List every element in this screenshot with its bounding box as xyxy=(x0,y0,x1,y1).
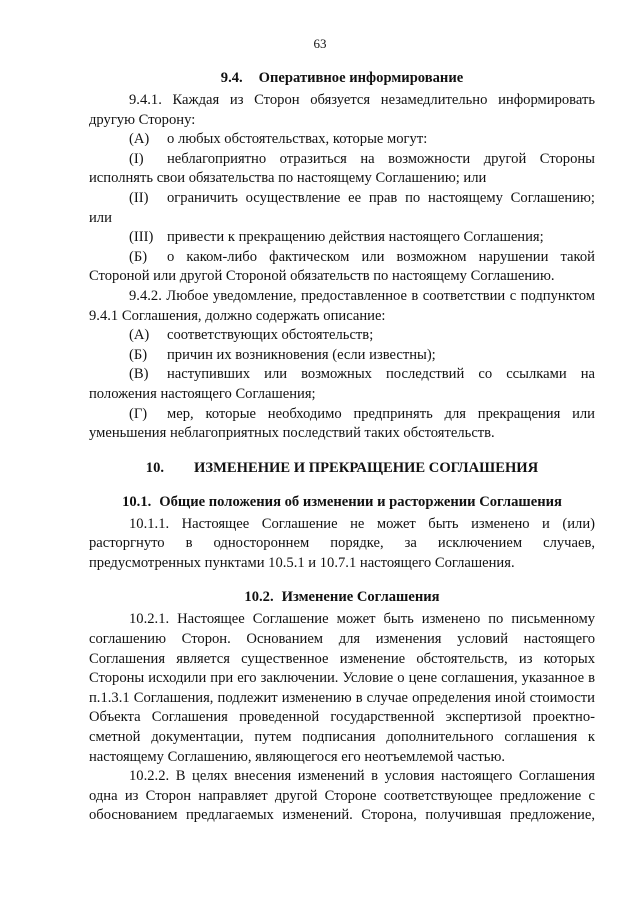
list-item-a: (А) о любых обстоятельствах, которые могут: xyxy=(129,131,428,148)
paragraph-9-4-1: 9.4.1. Каждая из Сторон обязуется незамедлительно информировать другую Сторону: xyxy=(89,92,595,128)
document-body xyxy=(89,68,595,826)
paragraph-10-2-1: 10.2.1. Настоящее Соглашение может быть изменено по письменному соглашению Сторон. Основанием для изменения условий настоящего Соглашения является существенное изменение обстоятельств, из которых Стороны исходили при его заключении. Условие о цене соглашения, указанное в п.1.3.1 Соглашения, подлежит изменению в случае определения иной стоимости Объекта Соглашения проведенной государственной экспертизой проектно-сметной документации, путем подписания дополнительного соглашения к настоящему Соглашению, являющегося его неотъемлемой частью. xyxy=(89,611,595,765)
list-item-ii-cont: или xyxy=(89,209,112,226)
list-item-i: (I) неблагоприятно отразиться на возможности другой Стороны xyxy=(129,150,595,167)
section-heading-10-1: 10.1. Общие положения об изменении и расторжении Соглашения xyxy=(122,493,562,510)
page-number: 63 xyxy=(313,36,327,51)
list-item-b2: (Б) причин их возникновения (если известны); xyxy=(129,346,436,363)
list-item-iii: (III) привести к прекращению действия настоящего Соглашения; xyxy=(129,229,544,246)
section-heading-9-4: 9.4. Оперативное информирование xyxy=(220,70,464,86)
list-item-b: (Б) о каком-либо фактическом или возможном нарушении такой xyxy=(129,248,595,265)
list-item-v2: (В) наступивших или возможных последствий со ссылками на xyxy=(129,366,595,383)
list-item-i-cont: исполнять свои обязательства по настоящему Соглашению; или xyxy=(89,170,487,187)
list-item-v2-cont: положения настоящего Соглашения; xyxy=(89,385,316,402)
list-item-g2-cont: уменьшения неблагоприятных последствий таких обстоятельств. xyxy=(89,425,495,442)
list-item-ii: (II) ограничить осуществление ее прав по настоящему Соглашению; xyxy=(129,189,595,206)
paragraph-9-4-2: 9.4.2. Любое уведомление, предоставленное в соответствии с подпунктом 9.4.1 Соглашения, должно содержать описание: xyxy=(89,287,595,324)
list-item-a2: (А) соответствующих обстоятельств; xyxy=(129,327,374,344)
section-heading-10-2: 10.2. Изменение Соглашения xyxy=(244,589,440,606)
paragraph-10-2-2: 10.2.2. В целях внесения изменений в условия настоящего Соглашения одна из Сторон направляет другой Стороне соответствующее предложение с обоснованием предлагаемых изменений. Сторона, получившая предложение, xyxy=(89,768,595,824)
section-heading-10: 10. ИЗМЕНЕНИЕ И ПРЕКРАЩЕНИЕ СОГЛАШЕНИЯ xyxy=(145,459,539,476)
list-item-b-cont: Стороной или другой Стороной обязательств по настоящему Соглашению. xyxy=(89,268,555,285)
paragraph-10-1-1: 10.1.1. Настоящее Соглашение не может быть изменено и (или) расторгнуто в одностороннем порядке, за исключением случаев, предусмотренных пунктами 10.5.1 и 10.7.1 настоящего Соглашения. xyxy=(89,515,595,571)
list-item-g2: (Г) мер, которые необходимо предпринять для прекращения или xyxy=(129,405,595,422)
